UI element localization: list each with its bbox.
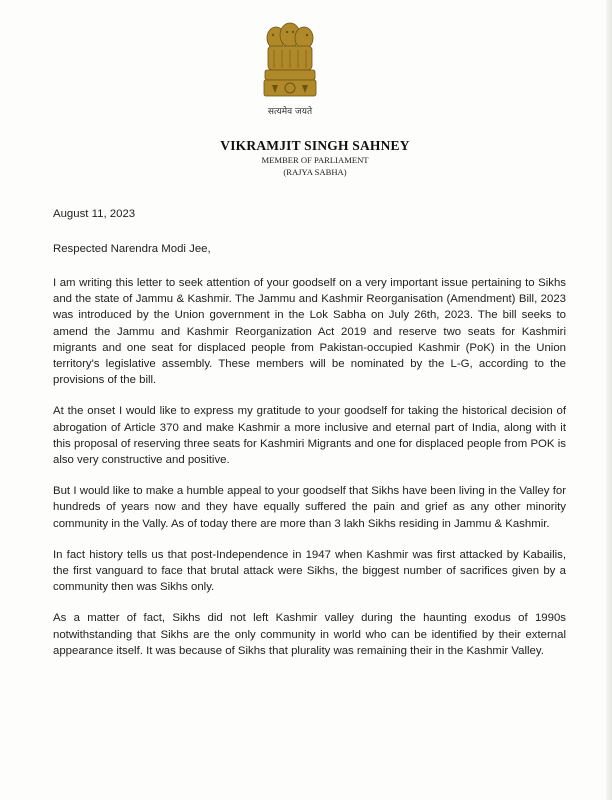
letterhead [0,138,612,178]
paragraph: I am writing this letter to seek attention of your goodself on a very important issue pertaining to Sikhs and the state of Jammu & Kashmir. The Jammu and Kashmir Reorganisation (Amendment) Bill, 2023 was introduced by the Union government in the Lok Sabha on July 26th, 2023. The bill seeks to amend the Jammu and Kashmir Reorganization Act 2019 and reserve two seats for Kashmiri migrants and one seat for displaced people from Pakistan-occupied Kashmir (PoK) in the Union territory's legislative assembly. These members will be nominated by the L-G, according to the provisions of the bill. [53,277,566,387]
sender-house: (RAJYA SABHA) [283,167,347,177]
paragraph: In fact history tells us that post-Independence in 1947 when Kashmir was first attacked by Kabailis, the first vanguard to face that brutal attack were Sikhs, the biggest number of sacrifices given by a community then was Sikhs only. [53,548,566,594]
letter-body [53,275,566,674]
paragraph: At the onset I would like to express my gratitude to your goodself for taking the historical decision of abrogation of Article 370 and make Kashmir a more inclusive and eternal part of India, along with it this proposal of reserving three seats for Kashmiri Migrants and one for displaced people from POK is also very constructive and positive. [53,405,566,467]
salutation: Respected Narendra Modi Jee, [53,243,211,255]
sender-name: VIKRAMJIT SINGH SAHNEY [220,138,410,153]
sender-designation: MEMBER OF PARLIAMENT [261,155,369,165]
paragraph: As a matter of fact, Sikhs did not left Kashmir valley during the haunting exodus of 1990s notwithstanding that Sikhs are the only community in world who can be identified by their external appearance itself. It was because of Sikhs that plurality was remaining their in the Kashmir Valley. [53,612,566,657]
emblem-motto: सत्यमेव जयते [267,107,313,117]
paragraph: But I would like to make a humble appeal to your goodself that Sikhs have been living in the Valley for hundreds of years now and they have equally suffered the pain and grief as any other minority community in the Vally. As of today there are more than 3 lakh Sikhs residing in Jammu & Kashmir. [53,485,566,530]
national-emblem-icon [262,22,318,104]
letter-date: August 11, 2023 [53,208,136,220]
